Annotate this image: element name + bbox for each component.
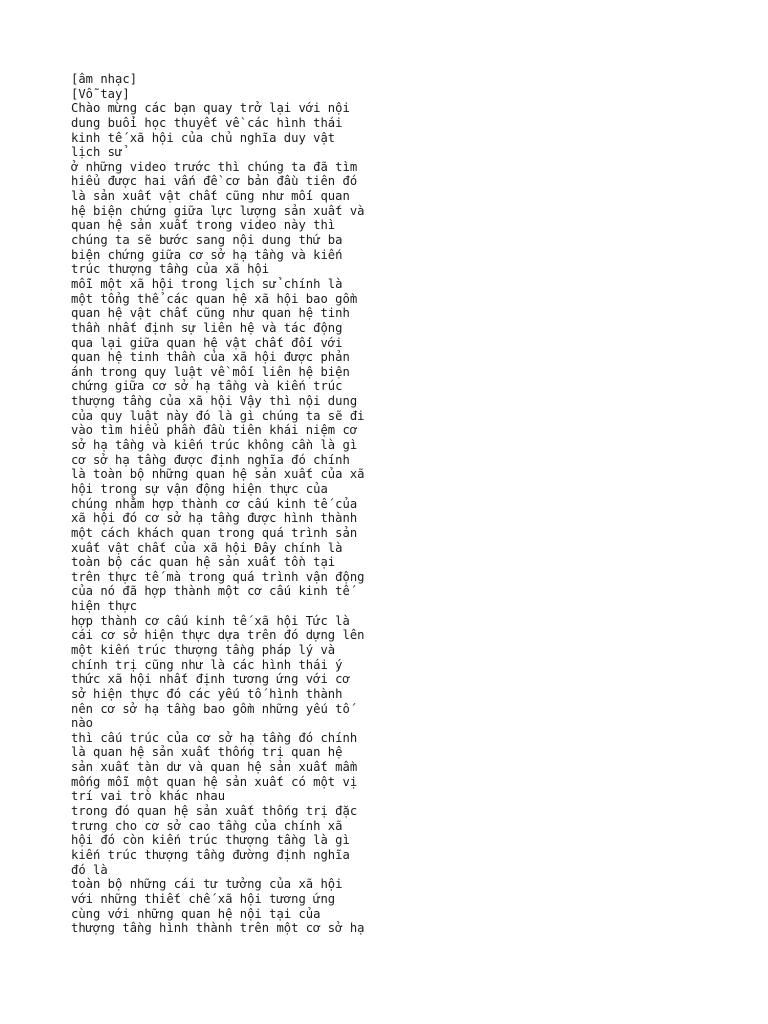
transcript-line: là quan hệ sản xuất thống trị quan hệ (71, 745, 343, 760)
transcript-line: xuất vật chất của xã hội Đây chính là (71, 540, 343, 555)
transcript-line: kiến trúc thượng tầng đường định nghĩa (71, 847, 350, 862)
transcript-line: chúng ta sẽ bước sang nội dung thứ ba (71, 233, 343, 248)
transcript-line: chứng giữa cơ sở hạ tầng và kiến trúc (71, 379, 343, 394)
transcript-line: quan hệ sản xuất trong video này thì (71, 218, 336, 233)
transcript-line: hiện thực (71, 599, 138, 614)
transcript-line: xã hội đó cơ sở hạ tầng được hình thành (71, 511, 358, 526)
transcript-line: hợp thành cơ cấu kinh tế xã hội Tức là (71, 613, 350, 628)
transcript-line: [Vỗ tay] (71, 86, 130, 101)
transcript-line: kinh tế xã hội của chủ nghĩa duy vật (71, 130, 336, 145)
transcript-line: hệ biện chứng giữa lực lượng sản xuất và (71, 203, 365, 218)
transcript-line: một cách khách quan trong quá trình sản (71, 525, 358, 540)
transcript-line: với những thiết chế xã hội tương ứng (71, 891, 336, 906)
transcript-line: lịch sử (71, 145, 123, 160)
transcript-line: trúc thượng tầng của xã hội (71, 262, 270, 277)
transcript-line: là sản xuất vật chất cũng như mối quan (71, 189, 350, 204)
transcript-line: thần nhất định sự liên hệ và tác động (71, 320, 343, 335)
transcript-line: cái cơ sở hiện thực dựa trên đó dựng lên (71, 628, 365, 643)
transcript-line: sản xuất tàn dư và quan hệ sản xuất mầm (71, 760, 358, 775)
transcript-line: thì cấu trúc của cơ sở hạ tầng đó chính (71, 730, 358, 745)
transcript-line: mống mỗi một quan hệ sản xuất có một vị (71, 774, 358, 789)
transcript-page (71, 72, 711, 936)
transcript-line: ở những video trước thì chúng ta đã tìm (71, 159, 358, 174)
transcript-line: Chào mừng các bạn quay trở lại với nội (71, 101, 350, 116)
transcript-line: một kiến trúc thượng tầng pháp lý và (71, 642, 336, 657)
transcript-line: nên cơ sở hạ tầng bao gồm những yếu tố (71, 701, 350, 716)
transcript-line: trí vai trò khác nhau (71, 789, 226, 804)
transcript-line: trong đó quan hệ sản xuất thống trị đặc (71, 804, 358, 819)
transcript-line: vào tìm hiểu phần đầu tiên khái niệm cơ (71, 423, 358, 438)
transcript-line: hội trong sự vận động hiện thực của (71, 481, 328, 496)
transcript-line: hiểu được hai vấn đề cơ bản đầu tiên đó (71, 174, 358, 189)
transcript-line: toàn bộ những cái tư tưởng của xã hội (71, 877, 343, 892)
transcript-line: sở hiện thực đó các yếu tố hình thành (71, 686, 343, 701)
transcript-line: là toàn bộ những quan hệ sản xuất của xã (71, 467, 365, 482)
transcript-line: nào (71, 716, 94, 731)
transcript-line: ánh trong quy luật về mối liên hệ biện (71, 364, 350, 379)
transcript-line: thượng tầng của xã hội Vậy thì nội dung (71, 394, 358, 409)
transcript-line: thức xã hội nhất định tương ứng với cơ (71, 672, 350, 687)
transcript-line: [âm nhạc] (71, 72, 138, 86)
transcript-line: cùng với những quan hệ nội tại của (71, 906, 321, 921)
transcript-line: đó là (71, 862, 108, 877)
transcript-line: cơ sở hạ tầng được định nghĩa đó chính (71, 452, 350, 467)
transcript-line: của quy luật này đó là gì chúng ta sẽ đi (71, 408, 365, 423)
transcript-line: biện chứng giữa cơ sở hạ tầng và kiến (71, 247, 343, 262)
transcript-line: trên thực tế mà trong quá trình vận động (71, 569, 365, 584)
transcript-line: chính trị cũng như là các hình thái ý (71, 657, 343, 672)
transcript-line: sở hạ tầng và kiến trúc không cần là gì (71, 438, 358, 453)
transcript-line: quan hệ tinh thần của xã hội được phản (71, 350, 350, 365)
transcript-line: qua lại giữa quan hệ vật chất đối với (71, 335, 343, 350)
transcript-line: của nó đã hợp thành một cơ cấu kinh tế (71, 584, 350, 599)
transcript-line: một tổng thể các quan hệ xã hội bao gồm (71, 291, 358, 306)
transcript-line: hội đó còn kiến trúc thượng tầng là gì (71, 833, 350, 848)
transcript-line: quan hệ vật chất cũng như quan hệ tinh (71, 306, 350, 321)
transcript-line: toàn bộ các quan hệ sản xuất tồn tại (71, 555, 336, 570)
transcript-line: dung buổi học thuyết về các hình thái (71, 115, 343, 130)
transcript-line: chúng nhằm hợp thành cơ cấu kinh tế của (71, 496, 358, 511)
transcript-line: mỗi một xã hội trong lịch sử chính là (71, 276, 343, 291)
transcript-line: trưng cho cơ sở cao tầng của chính xã (71, 818, 343, 833)
transcript-line: thượng tầng hình thành trên một cơ sở hạ (71, 921, 365, 936)
